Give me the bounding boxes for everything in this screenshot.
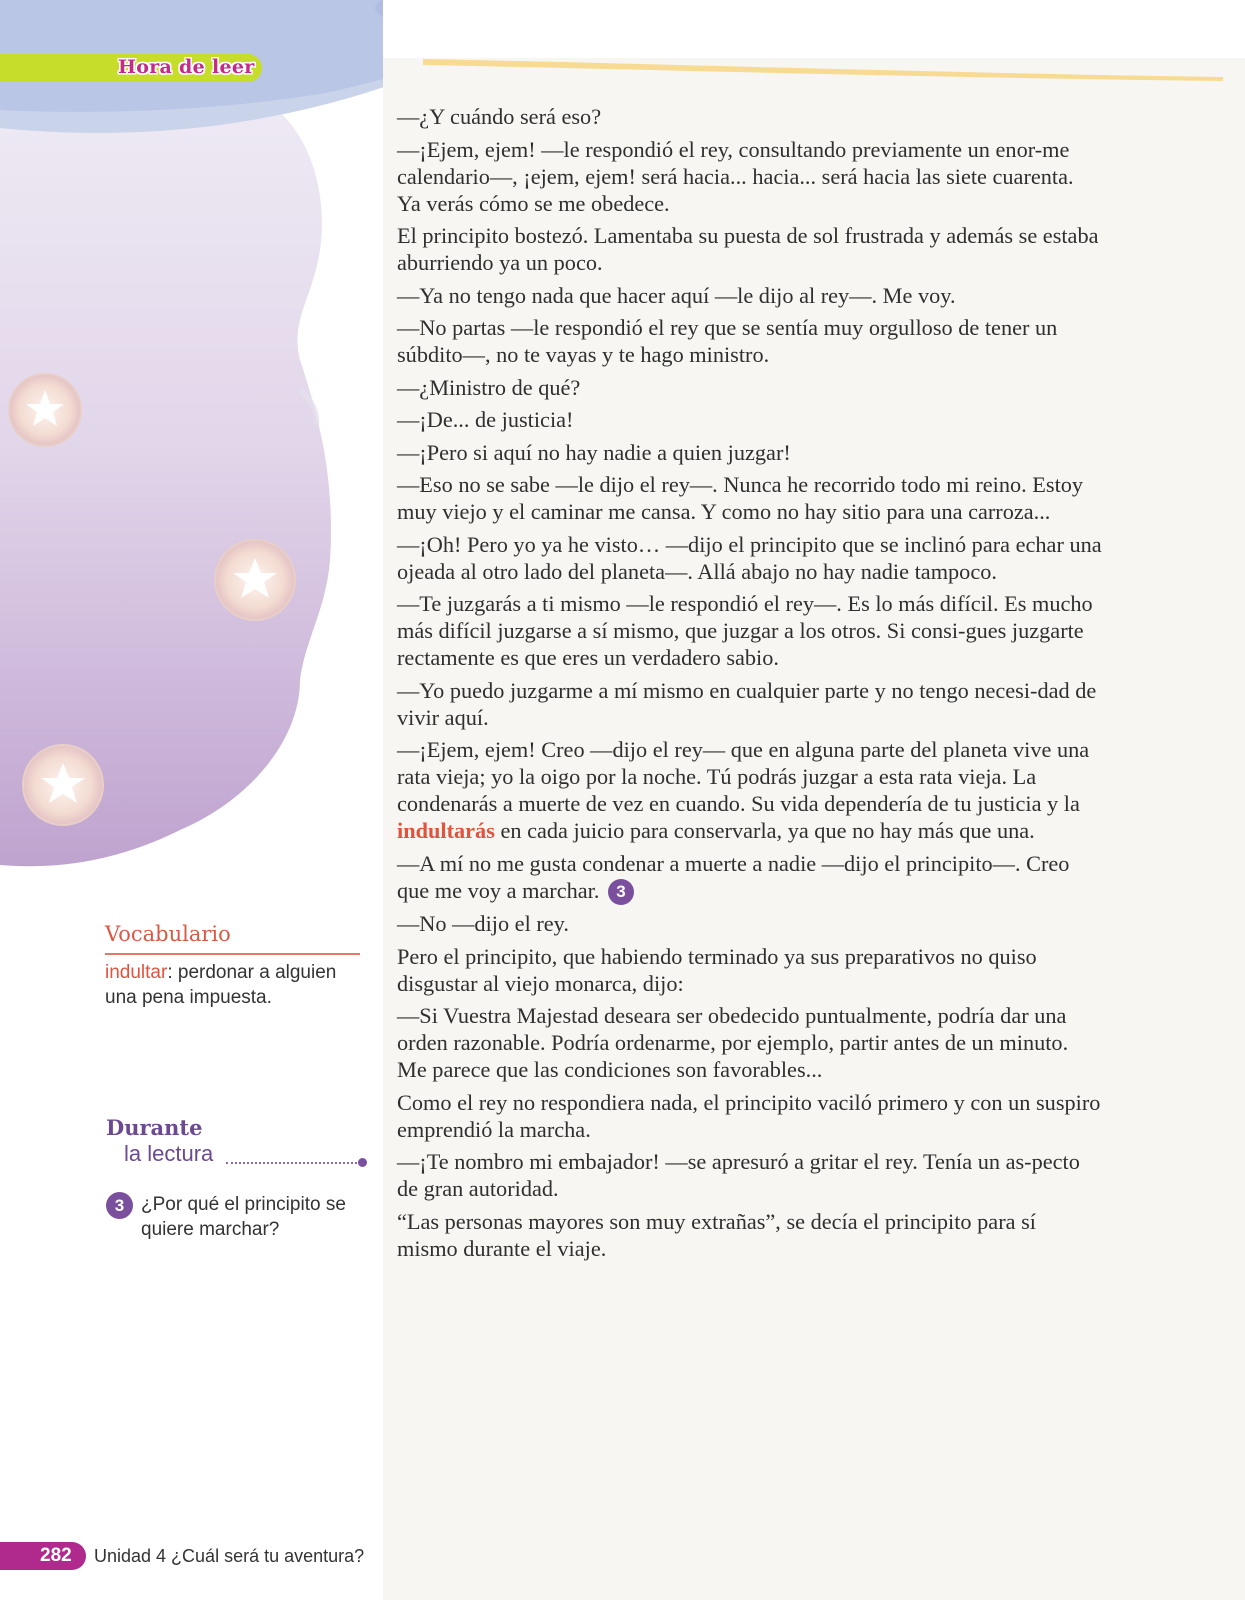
section-label: Hora de leer: [118, 56, 255, 78]
star-orb-icon: [9, 374, 81, 446]
question-number-badge: 3: [106, 1192, 133, 1219]
paragraph: —Yo puedo juzgarme a mí mismo en cualquier parte y no tengo necesi-dad de vivir aquí.: [397, 677, 1097, 730]
question-marker-badge: 3: [608, 879, 634, 905]
star-orb-icon: [23, 745, 103, 825]
paragraph: [397, 736, 1102, 844]
paragraph: —¿Y cuándo será eso?: [397, 104, 602, 129]
paragraph: —¡Ejem, ejem! —le respondió el rey, consultando previamente un enor-me calendario—, ¡ejem, ejem! será hacia... hacia... será hacia las siete cuarenta. Ya verás cómo se me obedece.: [397, 136, 1074, 216]
vocabulary-meaning: : perdonar a alguien una pena impuesta.: [105, 962, 337, 1008]
paragraph: —¡Te nombro mi embajador! —se apresuró a gritar el rey. Tenía un as-pecto de gran autoridad.: [397, 1149, 1080, 1201]
paragraph-text: en cada juicio para conservarla, ya que no hay más que una.: [494, 818, 1035, 843]
vocabulary-definition: [105, 960, 360, 1010]
paragraph: —No partas —le respondió el rey que se sentía muy orgulloso de tener un súbdito—, no te vayas y te hago ministro.: [397, 315, 1058, 367]
paragraph: —Si Vuestra Majestad deseara ser obedecido puntualmente, podría dar una orden razonable. Podría ordenarme, por ejemplo, partir antes de un minuto. Me parece que las condiciones son favorables...: [397, 1003, 1069, 1082]
paragraph: El principito bostezó. Lamentaba su puesta de sol frustrada y además se estaba aburriendo ya un poco.: [397, 223, 1099, 275]
paragraph: Como el rey no respondiera nada, el principito vaciló primero y con un suspiro emprendió la marcha.: [397, 1089, 1101, 1142]
during-reading-subtitle: la lectura: [124, 1141, 214, 1166]
during-reading-question: ¿Por qué el principito se quiere marchar?: [141, 1194, 346, 1240]
paragraph: —¿Ministro de qué?: [397, 374, 581, 400]
yellow-swoosh: [383, 45, 1245, 85]
vocabulary-word: indultar: [105, 962, 168, 983]
paragraph: —No —dijo el rey.: [397, 911, 569, 936]
planet-illustration: [0, 0, 383, 880]
paragraph: —¡De... de justicia!: [397, 407, 574, 432]
paragraph-text: —A mí no me gusta condenar a muerte a nadie —dijo el principito—. Creo que me voy a marchar.: [397, 850, 1070, 903]
vocabulary-divider: [105, 953, 360, 955]
paragraph: [397, 850, 1102, 905]
star-orb-icon: [215, 540, 295, 620]
highlighted-word: indultarás: [397, 818, 495, 843]
paragraph: —¡Pero si aquí no hay nadie a quien juzgar!: [397, 439, 791, 465]
story-text: [397, 103, 1102, 1267]
page-number: 282: [40, 1545, 72, 1566]
dotted-leader: [226, 1162, 361, 1164]
paragraph: “Las personas mayores son muy extrañas”, se decía el principito para sí mismo durante el viaje.: [397, 1208, 1036, 1261]
vocabulary-title: Vocabulario: [105, 922, 231, 946]
paragraph-text: —¡Ejem, ejem! Creo —dijo el rey— que en alguna parte del planeta vive una rata vieja; yo la oigo por la noche. Tú podrás juzgar a esta rata vieja. La condenarás a muerte de vez en cuando. Su vida dependería de tu justicia y la: [397, 737, 1090, 816]
leader-dot: [358, 1158, 367, 1167]
during-reading-title: Durante: [106, 1115, 203, 1140]
paragraph: —Eso no se sabe —le dijo el rey—. Nunca he recorrido todo mi reino. Estoy muy viejo y el caminar me cansa. Y como no hay sitio para una carroza...: [397, 472, 1084, 524]
paragraph: —¡Oh! Pero yo ya he visto… —dijo el principito que se inclinó para echar una ojeada al otro lado del planeta—. Allá abajo no hay nadie tampoco.: [397, 531, 1102, 584]
paragraph: —Ya no tengo nada que hacer aquí —le dijo al rey—. Me voy.: [397, 282, 956, 308]
paragraph: Pero el principito, que habiendo terminado ya sus preparativos no quiso disgustar al viejo monarca, dijo:: [397, 943, 1037, 996]
paragraph: —Te juzgarás a ti mismo —le respondió el rey—. Es lo más difícil. Es mucho más difícil juzgarse a sí mismo, que juzgar a los otros. Si consi-gues juzgarte rectamente es que eres un verdadero sabio.: [397, 591, 1093, 670]
unit-title: Unidad 4 ¿Cuál será tu aventura?: [94, 1546, 365, 1566]
